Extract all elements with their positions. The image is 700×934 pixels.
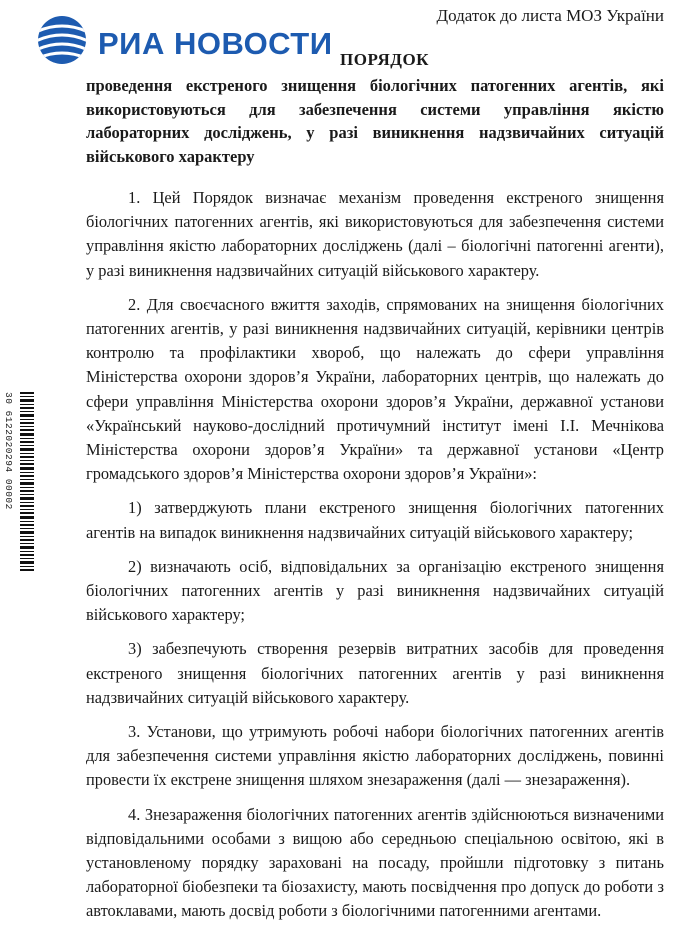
document-body xyxy=(86,186,664,934)
paragraph-2-item-3: 3) забезпечують створення резервів витратних засобів для проведення екстреного знищення біологічних патогенних агентів у разі виникнення надзвичайних ситуацій військового характеру. xyxy=(86,639,664,707)
annex-note: Додаток до листа МОЗ України xyxy=(436,6,664,25)
paragraph-4: 4. Знезараження біологічних патогенних агентів здійснюються визначеними відповідальними особами з вищою або середньою спеціальною освітою, які в установленому порядку зараховані на посаду, пройшли підготовку з питань лабораторної біобезпеки та біозахисту, мають посвідчення про допуск до роботи з автоклавами, мають досвід роботи з біологічними патогенними агентами. xyxy=(86,804,664,921)
document-title: ПОРЯДОК xyxy=(340,50,430,69)
barcode-number: 30 6122020294 00002 xyxy=(3,392,14,510)
paragraph-2-item-2: 2) визначають осіб, відповідальних за організацію екстреного знищення біологічних патогенних агентів у разі виникнення надзвичайних ситуацій військового характеру; xyxy=(86,556,664,625)
logo-text: РИА НОВОСТИ xyxy=(98,26,333,61)
paragraph-2-item-1: 1) затверджують плани екстреного знищення біологічних патогенних агентів на випадок виникнення надзвичайних ситуацій військового характеру; xyxy=(86,498,664,542)
document-subtitle: проведення екстреного знищення біологічних патогенних агентів, які використовуються для забезпечення системи управління якістю лабораторних досліджень, у разі виникнення надзвичайних ситуацій військового характеру xyxy=(86,76,664,166)
globe-logo-icon xyxy=(34,12,90,68)
ria-novosti-logo xyxy=(34,12,374,68)
paragraph-1: 1. Цей Порядок визначає механізм проведення екстреного знищення біологічних патогенних агентів, які використовуються для забезпечення системи управління якістю лабораторних досліджень (далі – біологічні патогенні агенти), у разі виникнення надзвичайних ситуацій військового характеру. xyxy=(86,188,664,280)
paragraph-2: 2. Для своєчасного вжиття заходів, спрямованих на знищення біологічних патогенних агентів, у разі виникнення надзвичайних ситуацій, керівники центрів контролю та профілактики хвороб, що належать до сфери управління Міністерства охорони здоров’я України, лабораторних центрів, що належать до сфери управління Міністерства охорони здоров’я України, державної установи «Український науково-дослідний протичумний інститут імені І.І. Мечнікова Міністерства охорони здоров’я України» та державної установи «Центр громадського здоров’я Міністерства охорони здоров’я України»: xyxy=(86,294,664,484)
paragraph-3: 3. Установи, що утримують робочі набори біологічних патогенних агентів для забезпечення системи управління якістю лабораторних досліджень, повинні провести їх екстрене знищення шляхом знезараження (далі — знезараження). xyxy=(86,722,664,790)
